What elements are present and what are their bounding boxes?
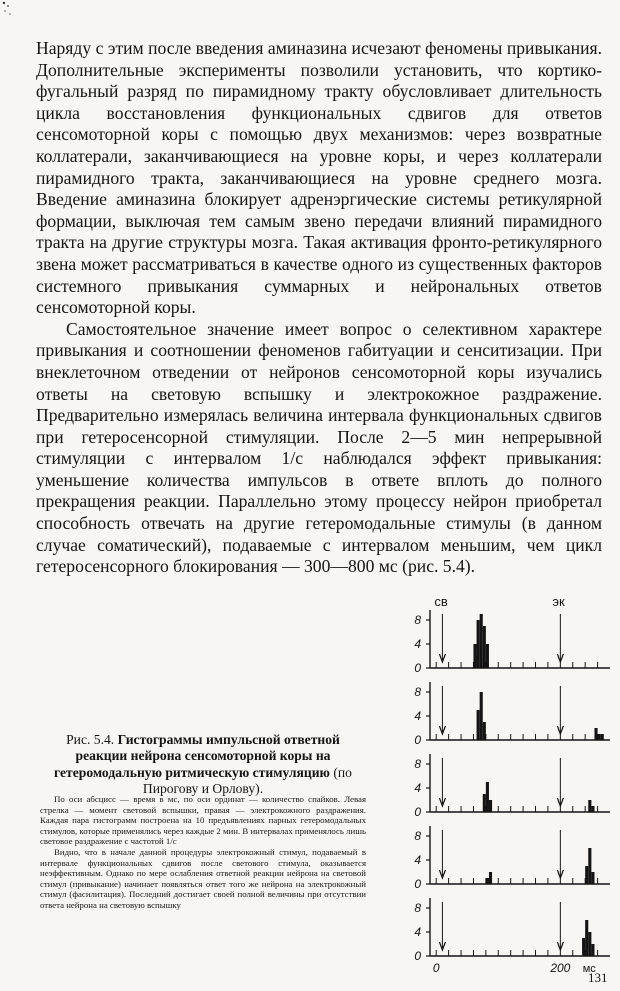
- histogram-bar: [486, 878, 489, 884]
- y-tick-label: 8: [414, 757, 421, 771]
- histogram-bar: [489, 872, 492, 884]
- histogram-bar: [598, 734, 601, 740]
- electrocutaneous-marker-label: эк: [552, 594, 565, 609]
- y-tick-label: 4: [414, 709, 421, 723]
- histogram-bar: [585, 920, 588, 956]
- paragraph: Наряду с этим после введения аминазина исчезают феномены привыкания. Дополнительные эксперименты позволили установить, что кортико-фугальный разряд по пирамидному тракту обусловливает длительность цикла восстановления функциональных сдвигов для ответов сенсомоторной коры с помощью двух механизмов: через возвратные коллатерали, заканчивающиеся на уровне коры, и через коллатерали пирамидного тракта, заканчивающиеся на уровне среднего мозга. Введение аминазина блокирует адренэргические системы ретикулярной формации, выключая тем самым звено передачи влияний пирамидного тракта на другие структуры мозга. Такая активация фронто-ретикулярного звена может рассматриваться в качестве одного из существенных факторов системного привыкания суммарных и нейрональных ответов сенсомоторной коры.: [36, 38, 602, 318]
- y-tick-label: 0: [414, 949, 421, 963]
- histogram-bar: [483, 626, 486, 668]
- figure-caption: [40, 732, 366, 798]
- x-tick-label: 200: [550, 961, 571, 975]
- histogram-bar: [477, 620, 480, 668]
- y-tick-label: 0: [414, 733, 421, 747]
- histogram-panel: [414, 682, 610, 747]
- histogram-bar: [591, 806, 594, 812]
- paragraph: Самостоятельное значение имеет вопрос о селективном характере привыкания и соотношении феноменов габитуации и сенситизации. При внеклеточном отведении от нейронов сенсомоторной коры изучались ответы на световую вспышку и электрокожное раздражение. Предварительно измерялась величина интервала функциональных сдвигов при гетеросенсорной стимуляции. После 2—5 мин непрерывной стимуляции с интервалом 1/с наблюдался эффект привыкания: уменьшение количества импульсов в ответе вплоть до полного прекращения реакции. Параллельно этому процессу нейрон приобретал способность отвечать на другие гетеромодальные стимулы (в данном случае соматический), подаваемые с интервалом меньшим, чем цикл гетеросенсорного блокирования — 300—800 мс (рис. 5.4).: [36, 318, 602, 577]
- y-tick-label: 0: [414, 877, 421, 891]
- histogram-bar: [489, 800, 492, 812]
- y-tick-label: 4: [414, 637, 421, 651]
- flash-marker-label: св: [434, 594, 448, 609]
- caption-label: Рис. 5.4.: [66, 732, 115, 747]
- histogram-panel: [414, 898, 610, 963]
- histogram-bar: [594, 728, 597, 740]
- y-tick-label: 0: [414, 661, 421, 675]
- x-tick-label: 0: [432, 961, 440, 975]
- histogram-bar: [588, 932, 591, 956]
- y-tick-label: 8: [414, 901, 421, 915]
- note-paragraph: По оси абсцисс — время в мс, по оси ординат — количество спайков. Левая стрелка — момент световой вспышки, правая — электрокожного раздражения. Каждая пара гистограмм построена на 10 предъявлениях парных гетеромодальных стимулов, которые применялись через каждые 2 мин. В интервалах применялось лишь световое раздражение с частотой 1/с: [40, 794, 366, 847]
- y-tick-label: 8: [414, 685, 421, 699]
- histogram-bar: [480, 614, 483, 668]
- y-tick-label: 0: [414, 805, 421, 819]
- page-number: 131: [588, 970, 608, 985]
- main-text: [36, 38, 602, 578]
- caption-title: Гистограммы импульсной ответной реакции нейрона сенсомоторной коры на гетеромодальную ритмическую стимуляцию: [54, 732, 340, 780]
- histogram-bar: [473, 644, 476, 668]
- histogram-figure: [380, 588, 620, 980]
- caption-note: [40, 794, 366, 911]
- y-tick-label: 8: [414, 613, 421, 627]
- histogram-bar: [588, 800, 591, 812]
- caption-source: (по Пирогову и Орлову).: [142, 764, 352, 797]
- y-tick-label: 4: [414, 925, 421, 939]
- histogram-bar: [486, 644, 489, 668]
- y-tick-label: 4: [414, 853, 421, 867]
- histogram-bar: [591, 872, 594, 884]
- y-tick-label: 8: [414, 829, 421, 843]
- scan-specks: [0, 0, 14, 20]
- histogram-bar: [585, 866, 588, 884]
- histogram-panel: [414, 610, 610, 675]
- histogram-bar: [483, 794, 486, 812]
- histogram-panels: [414, 610, 610, 963]
- histogram-bar: [582, 938, 585, 956]
- histogram-bar: [483, 722, 486, 740]
- histogram-panel: [414, 754, 610, 819]
- note-paragraph: Видно, что в начале данной процедуры электрокожный стимул, подаваемый в интервале функциональных сдвигов после светового стимула, оказывается неэффективным. Однако по мере ослабления ответной реакции нейрона на световой стимул (привыкание) начинает появляться ответ того же нейрона на электрокожный стимул (фасилитация). Последний достигает своей полной величины при отсутствии ответа нейрона на световую вспышку: [40, 846, 366, 910]
- x-axis-unit: мс: [582, 963, 596, 975]
- histogram-bar: [486, 782, 489, 812]
- histogram-bar: [591, 944, 594, 956]
- histogram-bar: [601, 734, 604, 740]
- histogram-panel: [414, 826, 610, 891]
- histogram-bar: [588, 848, 591, 884]
- histogram-bar: [477, 710, 480, 740]
- histogram-bar: [480, 692, 483, 740]
- y-tick-label: 4: [414, 781, 421, 795]
